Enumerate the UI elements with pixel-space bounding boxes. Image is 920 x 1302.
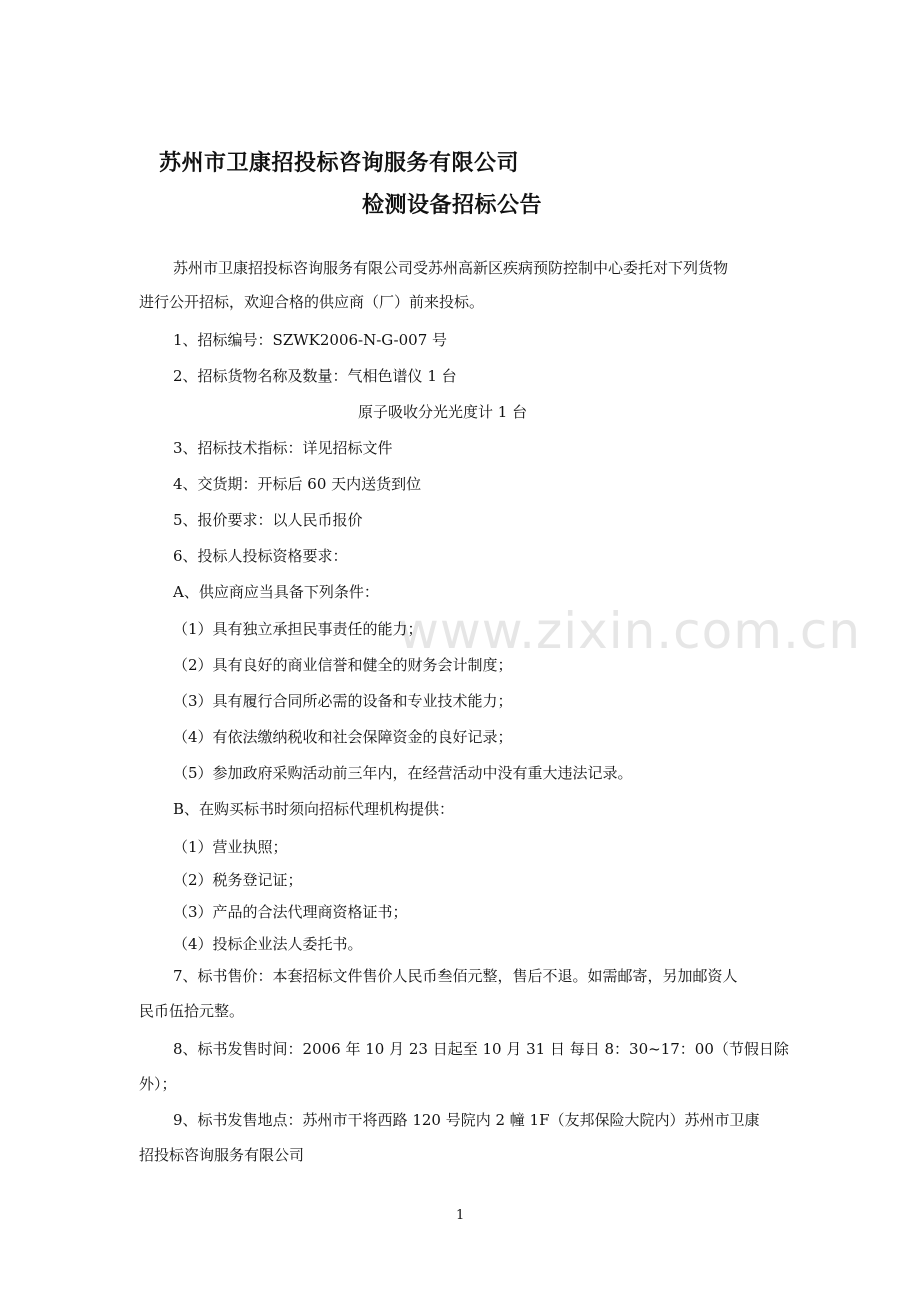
section-b-item-2: （2）税务登记证；	[173, 871, 303, 889]
section-a-item-3: （3）具有履行合同所必需的设备和专业技术能力；	[173, 692, 513, 710]
item-7-price-line-2: 民币伍拾元整。	[139, 1002, 245, 1020]
section-a-item-5: （5）参加政府采购活动前三年内，在经营活动中没有重大违法记录。	[173, 764, 633, 782]
item-2-goods: 2、招标货物名称及数量：气相色谱仪 1 台	[173, 367, 457, 385]
section-a-item-4: （4）有依法缴纳税收和社会保障资金的良好记录；	[173, 728, 513, 746]
section-b-item-4: （4）投标企业法人委托书。	[173, 935, 363, 953]
item-1-tender-number: 1、招标编号：SZWK2006-N-G-007 号	[173, 331, 448, 349]
section-b-item-1: （1）营业执照；	[173, 838, 288, 856]
document-title: 检测设备招标公告	[362, 193, 543, 218]
page-number: 1	[456, 1208, 465, 1223]
item-2-goods-cont: 原子吸收分光光度计 1 台	[358, 403, 528, 421]
item-8-time-line-1: 8、标书发售时间：2006 年 10 月 23 日起至 10 月 31 日 每日 8：30~17：00（节假日除	[173, 1040, 789, 1058]
section-a-heading: A、供应商应当具备下列条件：	[173, 583, 379, 601]
item-9-location-line-1: 9、标书发售地点：苏州市干将西路 120 号院内 2 幢 1F（友邦保险大院内）苏州市卫康	[173, 1111, 760, 1129]
section-b-heading: B、在购买标书时须向招标代理机构提供：	[173, 800, 455, 818]
item-4-delivery: 4、交货期：开标后 60 天内送货到位	[173, 475, 422, 493]
section-a-item-2: （2）具有良好的商业信誉和健全的财务会计制度；	[173, 656, 513, 674]
intro-line-2: 进行公开招标，欢迎合格的供应商（厂）前来投标。	[139, 293, 485, 311]
item-8-time-line-2: 外）；	[139, 1075, 177, 1093]
section-a-item-1: （1）具有独立承担民事责任的能力；	[173, 620, 423, 638]
item-7-price-line-1: 7、标书售价：本套招标文件售价人民币叁佰元整，售后不退。如需邮寄，另加邮资人	[173, 967, 738, 985]
watermark: www.zixin.com.cn	[398, 602, 862, 660]
item-3-specs: 3、招标技术指标：详见招标文件	[173, 439, 393, 457]
intro-line-1: 苏州市卫康招投标咨询服务有限公司受苏州高新区疾病预防控制中心委托对下列货物	[173, 259, 729, 277]
item-5-quote: 5、报价要求：以人民币报价	[173, 511, 363, 529]
item-9-location-line-2: 招投标咨询服务有限公司	[139, 1146, 305, 1164]
section-b-item-3: （3）产品的合法代理商资格证书；	[173, 903, 408, 921]
item-6-qualification: 6、投标人投标资格要求：	[173, 547, 348, 565]
company-title: 苏州市卫康招投标咨询服务有限公司	[159, 151, 520, 176]
